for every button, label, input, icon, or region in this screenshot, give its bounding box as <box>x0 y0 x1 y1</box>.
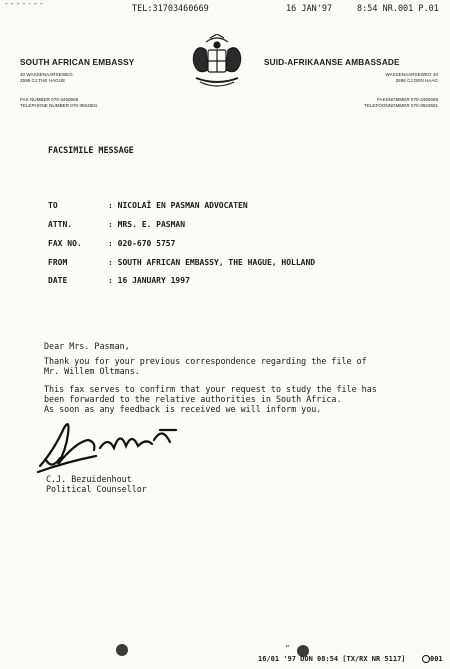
field-label-to: TO <box>48 201 58 210</box>
signatory-name: C.J. Bezuidenhout <box>46 474 132 484</box>
field-value-from: : SOUTH AFRICAN EMBASSY, THE HAGUE, HOLLAND <box>108 258 316 267</box>
punch-hole-left <box>116 644 128 656</box>
field-label-attn: ATTN. <box>48 220 73 229</box>
address-line-1-af: WASSENAARSEWEG 40 <box>385 72 438 77</box>
field-label-from: FROM <box>48 258 68 267</box>
header-dashes: ------- <box>4 0 45 8</box>
signature-icon <box>36 420 196 480</box>
address-en <box>20 72 73 84</box>
coat-of-arms-icon <box>186 34 248 92</box>
contact-en <box>20 97 97 109</box>
field-label-date: DATE <box>48 276 68 285</box>
salutation: Dear Mrs. Pasman, <box>44 341 130 351</box>
message-heading: FACSIMILE MESSAGE <box>48 145 134 155</box>
telephone-number-en: TELEPHONE NUMBER 070-3924501 <box>20 103 98 108</box>
fax-time-page: 8:54 NR.001 P.01 <box>357 4 439 14</box>
field-value-attn: : MRS. E. PASMAN <box>108 220 186 229</box>
address-line-1: 40 WASSENAARSEWEG <box>20 72 73 77</box>
field-label-fax: FAX NO. <box>48 239 82 248</box>
paragraph-1 <box>44 356 367 376</box>
telephone-number-af: TELEFOONNOMMER 070-3924501 <box>363 103 438 108</box>
fax-tel: TEL:31703460669 <box>132 4 209 14</box>
address-line-2-af: 2596 CJ DEN HAAG <box>395 78 438 83</box>
footer-page-number: 001 <box>430 655 443 663</box>
address-af <box>385 72 438 84</box>
fax-number-en: FAX NUMBER 070-3460669 <box>20 97 79 102</box>
embassy-name-en: SOUTH AFRICAN EMBASSY <box>20 58 135 67</box>
field-value-date: : 16 JANUARY 1997 <box>108 276 190 285</box>
footer-transmission-line: 16/01 '97 DON 08:54 [TX/RX NR 5117] <box>258 655 406 663</box>
paragraph-2-line-1: This fax serves to confirm that your request to study the file has <box>44 384 377 394</box>
footer-mark: " <box>285 644 290 653</box>
field-value-fax: : 020-670 5757 <box>108 239 176 248</box>
fax-number-af: FAKSNOMMER 070-3460669 <box>376 97 438 102</box>
address-line-2: 2596 CJ THE HAGUE <box>20 78 66 83</box>
field-value-to: : NICOLAÏ EN PASMAN ADVOCATEN <box>108 201 248 210</box>
paragraph-1-line-1: Thank you for your previous correspondence regarding the file of <box>44 356 367 366</box>
signatory-title: Political Counsellor <box>46 484 147 494</box>
paragraph-2-line-2: been forwarded to the relative authorities in South Africa. <box>44 394 342 404</box>
contact-af <box>364 97 438 109</box>
paragraph-1-line-2: Mr. Willem Oltmans. <box>44 366 140 376</box>
footer-page <box>422 655 443 663</box>
paragraph-2 <box>44 384 377 414</box>
embassy-name-af: SUID-AFRIKAANSE AMBASSADE <box>264 58 400 67</box>
fax-icon <box>422 655 430 663</box>
fax-date: 16 JAN'97 <box>286 4 333 14</box>
paragraph-2-line-3: As soon as any feedback is received we will inform you. <box>44 404 322 414</box>
